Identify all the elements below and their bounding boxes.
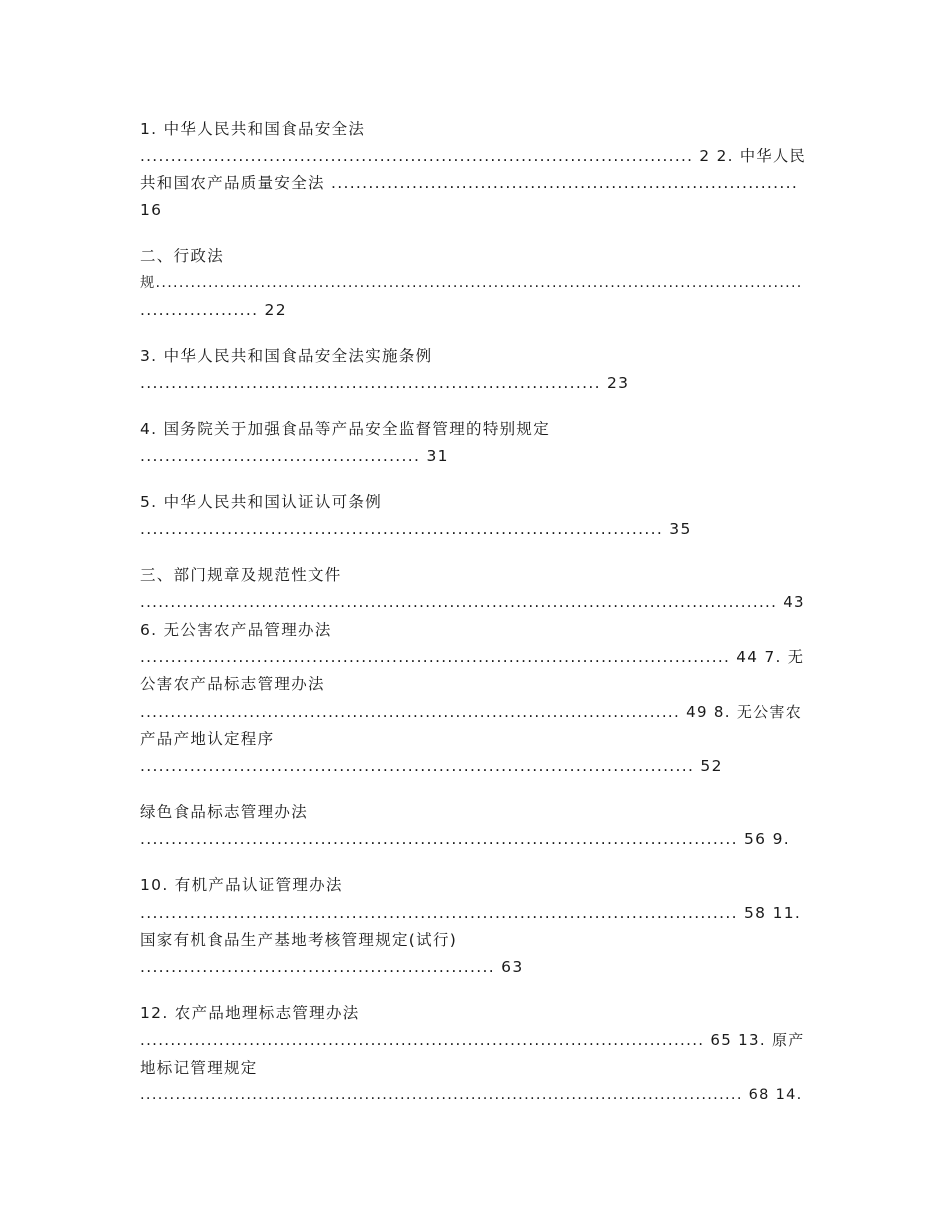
toc-entry-organic-base-assessment: 国家有机食品生产基地考核管理规定(试行) (140, 931, 458, 949)
toc-leader-line: ................................................................................................ 56 9. (140, 830, 790, 848)
toc-entry-implementation-rules: 3. 中华人民共和国食品安全法实施条例 (140, 347, 433, 365)
toc-entry-origin-certification-procedure: 产品产地认定程序 (140, 730, 275, 748)
toc-leader-line: ......................................................................................................... 43 (140, 593, 805, 611)
toc-entry-agri-quality-law: 共和国农产品质量安全法 ........................................................................... (140, 174, 799, 192)
toc-entry-state-council-special-rules: 4. 国务院关于加强食品等产品安全监督管理的特别规定 (140, 420, 551, 438)
toc-leader-line: .......................................................................................... 2 2. 中华人民 (140, 147, 807, 165)
toc-leader-line: ............................................. 31 (140, 447, 449, 465)
toc-entry-food-safety-law: 1. 中华人民共和国食品安全法 (140, 120, 366, 138)
toc-leader-line: 规............................................................................................................... (140, 275, 803, 291)
toc-section-admin-regulations: 二、行政法 (140, 247, 225, 265)
toc-leader-line: ............................................................................................. 65 13. 原产 (140, 1031, 805, 1049)
toc-section-department-rules: 三、部门规章及规范性文件 (140, 566, 342, 584)
toc-entry-organic-certification: 10. 有机产品认证管理办法 (140, 876, 343, 894)
toc-entry-pollution-free-products: 6. 无公害农产品管理办法 (140, 621, 332, 639)
toc-entry-green-food-mark: 绿色食品标志管理办法 (140, 803, 309, 821)
toc-entry-certification-regulations: 5. 中华人民共和国认证认可条例 (140, 493, 383, 511)
toc-entry-pollution-free-mark: 公害农产品标志管理办法 (140, 675, 325, 693)
toc-page-number: 16 (140, 201, 163, 219)
toc-leader-line: .................................................................................... 35 (140, 520, 692, 538)
toc-leader-line: ................................................................................................ 44 7. 无 (140, 648, 805, 666)
toc-leader-line: .......................................................................... 23 (140, 374, 630, 392)
toc-leader-line: ...................................................................................................... 68 14. (140, 1087, 803, 1103)
toc-leader-line: ................................................................................................ 58 11. (140, 904, 802, 922)
toc-leader-line: ................... 22 (140, 301, 287, 319)
toc-entry-geographical-indication: 12. 农产品地理标志管理办法 (140, 1004, 360, 1022)
toc-leader-line: ......................................................................................... 49 8. 无公害农 (140, 703, 803, 721)
toc-leader-line: ......................................................... 63 (140, 958, 524, 976)
toc-entry-origin-mark-rules: 地标记管理规定 (140, 1059, 258, 1077)
toc-leader-line: ......................................................................................... 52 (140, 757, 723, 775)
